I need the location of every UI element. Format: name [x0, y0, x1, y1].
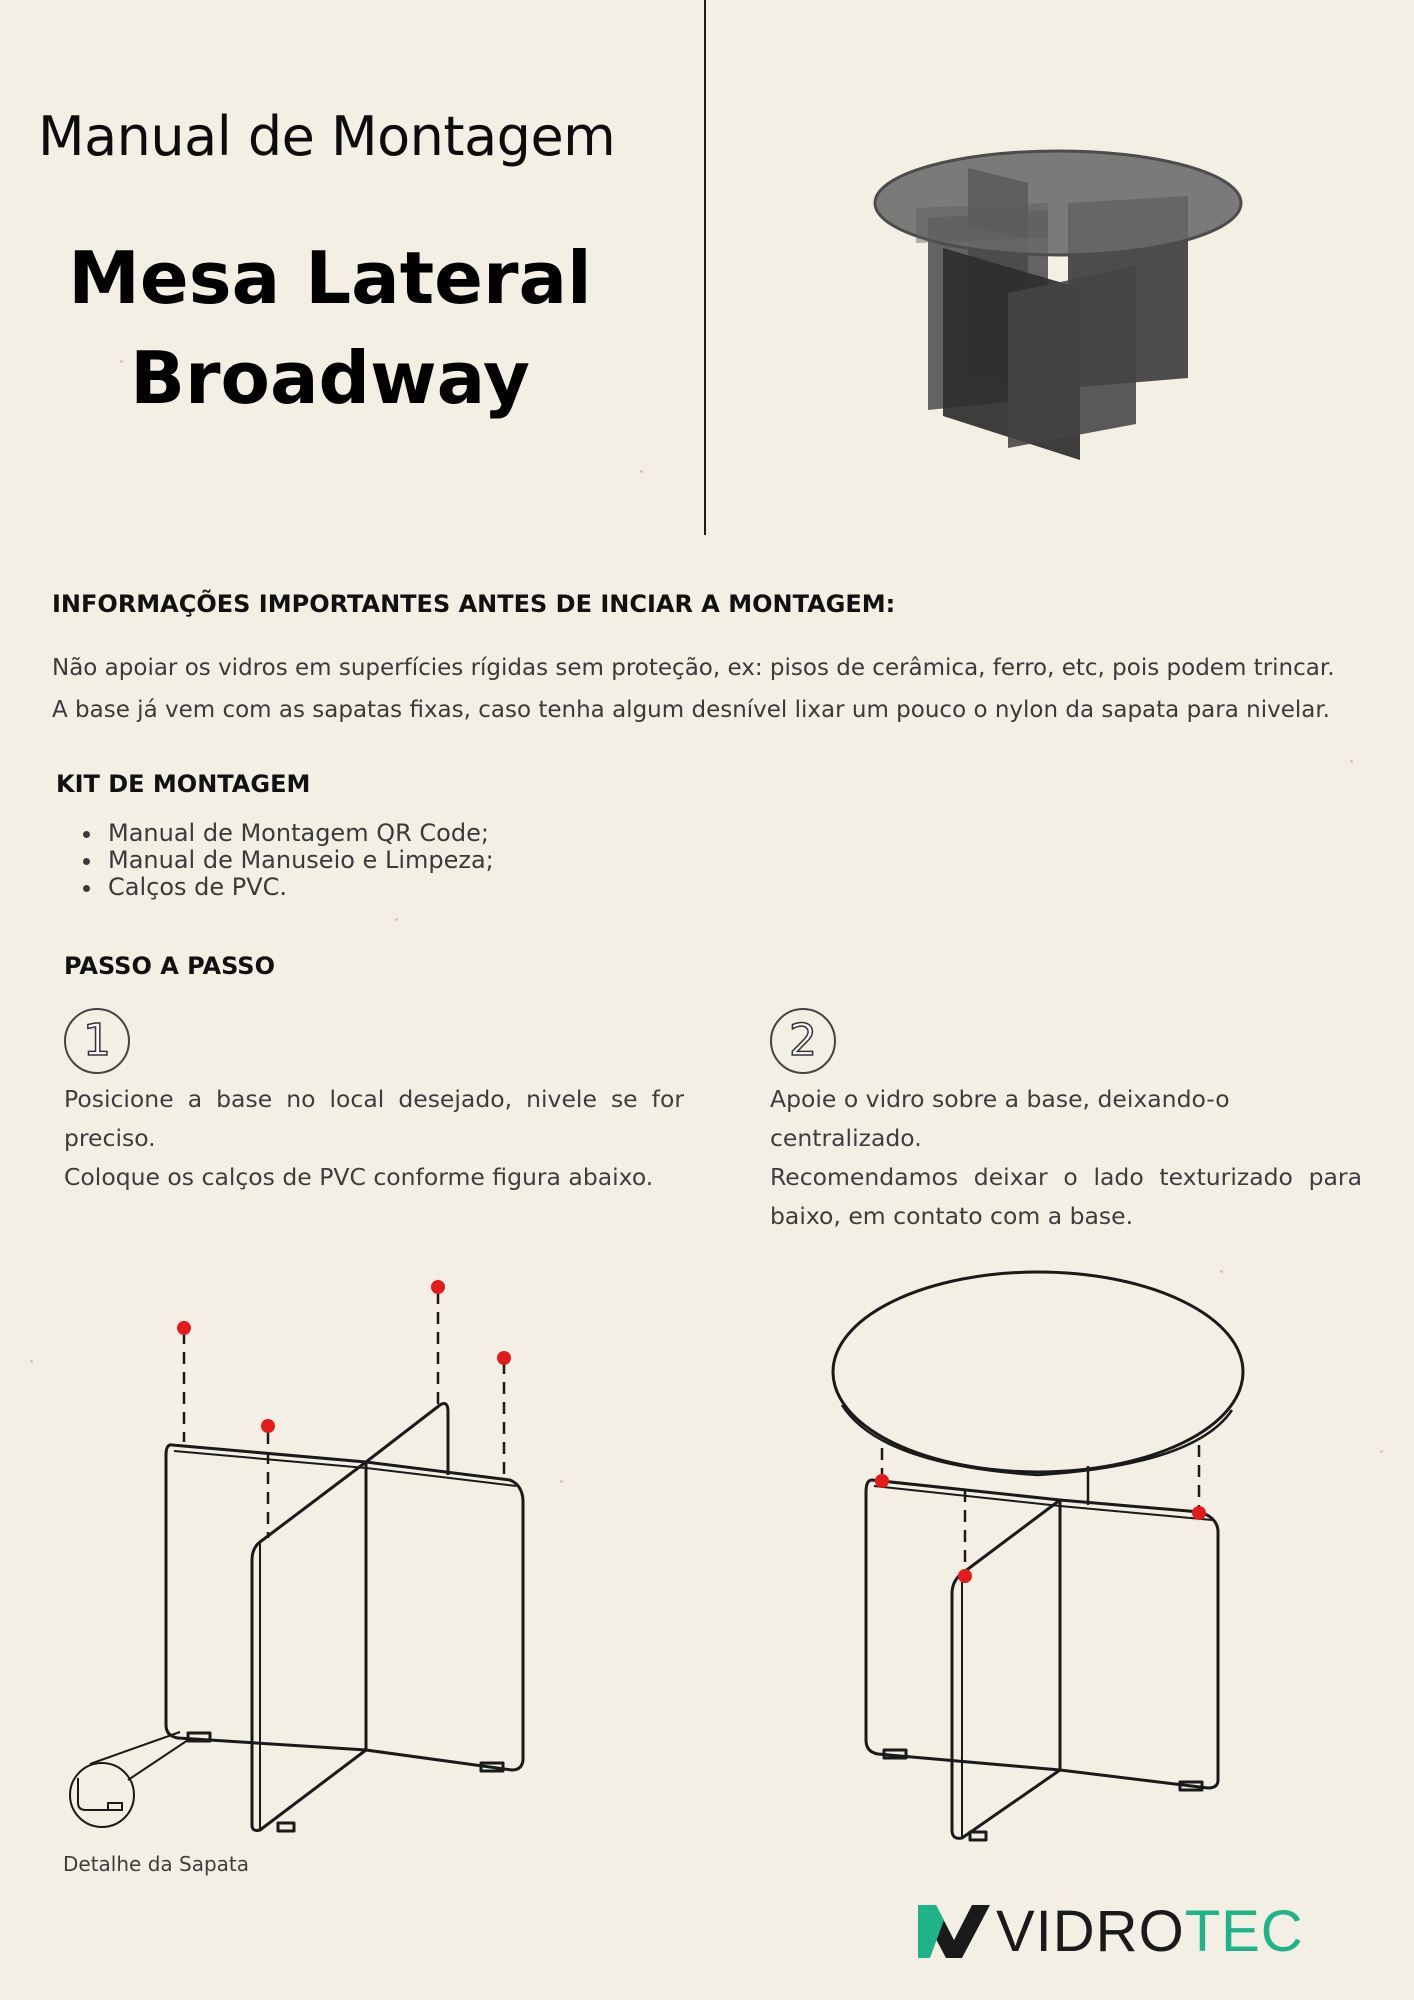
figure-1-caption: Detalhe da Sapata [63, 1852, 250, 1876]
header-divider [704, 0, 706, 535]
base-panel-left [166, 1445, 366, 1750]
step-2-text [770, 1080, 1362, 1236]
step-1-number-badge: 1 [64, 1008, 130, 1074]
pvc-shim-marker [958, 1569, 972, 1583]
pvc-shim-marker [1192, 1506, 1206, 1520]
brand-mark-icon [918, 1900, 990, 1960]
steps-heading: PASSO A PASSO [64, 952, 275, 980]
pvc-shim-marker [497, 1351, 511, 1365]
foot-pad [188, 1733, 210, 1741]
pvc-shim-marker [431, 1280, 445, 1294]
foot-pad [970, 1832, 986, 1840]
paper-speck [640, 470, 643, 473]
base-panel-right [366, 1462, 523, 1770]
pvc-shim-marker [875, 1474, 889, 1488]
detail-leader [90, 1732, 180, 1764]
product-render-image [868, 148, 1248, 468]
step-2-line-1: Apoie o vidro sobre a base, deixando-o centralizado. [770, 1085, 1230, 1152]
paper-speck [1350, 760, 1353, 763]
kit-item: • Calços de PVC. [104, 874, 494, 901]
paper-speck [1380, 1450, 1383, 1453]
kit-item: • Manual de Manuseio e Limpeza; [104, 847, 494, 874]
foot-pad [278, 1823, 294, 1831]
kit-item: • Manual de Montagem QR Code; [104, 820, 494, 847]
brand-name-main: VIDRO [996, 1899, 1185, 1964]
detail-leader [128, 1740, 188, 1780]
base-panel-right [1060, 1500, 1218, 1788]
glass-top-outline [833, 1272, 1243, 1472]
paper-speck [395, 918, 398, 921]
step-2-number-badge: 2 [770, 1008, 836, 1074]
base-top-edge [874, 1486, 1212, 1520]
product-title-line1: Mesa Lateral [68, 236, 592, 320]
figure-1-base-diagram [60, 1270, 560, 1850]
step-1-line-1: Posicione a base no local desejado, nivele se for preciso. [64, 1085, 684, 1152]
glass-fin-front-right [1008, 266, 1136, 448]
pvc-shim-marker [177, 1321, 191, 1335]
base-top-edge [174, 1451, 516, 1486]
manual-title: Manual de Montagem [38, 105, 616, 168]
product-title-line2: Broadway [130, 336, 530, 420]
important-line-1: Não apoiar os vidros em superfícies rígidas sem proteção, ex: pisos de cerâmica, ferro, etc, pois podem trincar. [52, 655, 1335, 681]
paper-speck [560, 1480, 563, 1483]
step-2-line-2: Recomendamos deixar o lado texturizado para baixo, em contato com a base. [770, 1163, 1362, 1230]
important-line-2: A base já vem com as sapatas fixas, caso tenha algum desnível lixar um pouco o nylon da sapata para nivelar. [52, 697, 1330, 723]
step-1-text [64, 1080, 684, 1197]
base-panel-front [952, 1500, 1060, 1838]
foot-detail-circle [70, 1763, 134, 1827]
brand-name-accent: TEC [1184, 1899, 1304, 1964]
glass-top-thickness [842, 1405, 1232, 1475]
pvc-shim-marker [261, 1419, 275, 1433]
product-title [40, 228, 620, 428]
figure-2-table-diagram [820, 1260, 1260, 1860]
paper-speck [30, 1360, 33, 1363]
step-1-line-2: Coloque os calços de PVC conforme figura abaixo. [64, 1163, 654, 1191]
brand-name [996, 1899, 1304, 1964]
kit-list [78, 820, 494, 901]
foot-detail-pad [108, 1803, 122, 1810]
important-heading: INFORMAÇÕES IMPORTANTES ANTES DE INCIAR A MONTAGEM: [52, 590, 896, 618]
glass-fin-top-reflection [916, 203, 1048, 243]
kit-heading: KIT DE MONTAGEM [56, 770, 311, 798]
